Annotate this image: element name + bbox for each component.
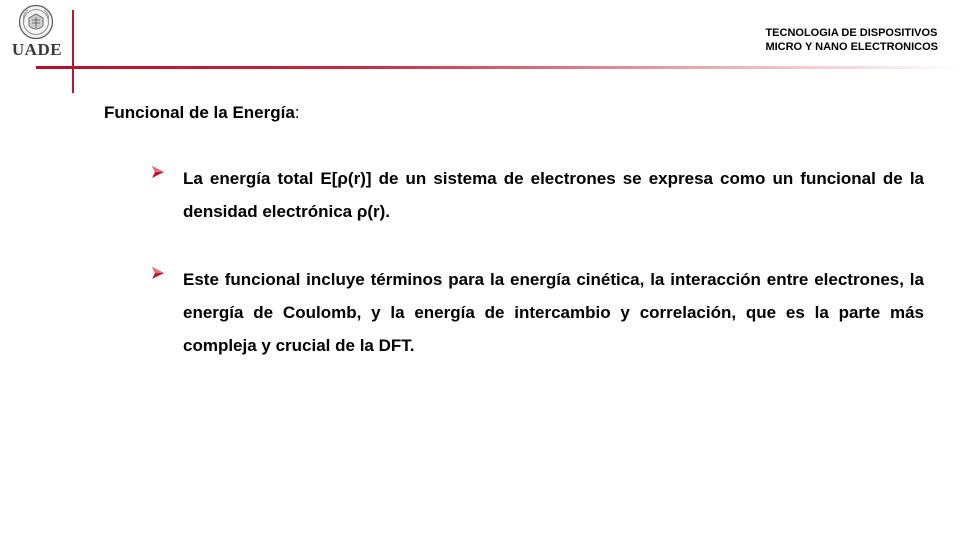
header-horizontal-rule (36, 66, 960, 69)
header-vertical-rule (72, 10, 74, 93)
arrowhead-bullet-icon (150, 164, 166, 180)
course-title (765, 26, 938, 54)
bullet-item (150, 162, 924, 228)
slide-title-colon: : (294, 103, 300, 122)
course-title-line-2: MICRO Y NANO ELECTRONICOS (765, 41, 938, 53)
slide-title (104, 103, 300, 123)
slide-title-text: Funcional de la Energía (104, 103, 295, 122)
bullet-text: Este funcional incluye términos para la energía cinética, la interacción entre electrones, la energía de Coulomb, y la energía de intercambio y correlación, que es la parte más compleja y crucial de la DFT. (183, 270, 924, 355)
bullet-item (150, 263, 924, 362)
arrowhead-bullet-icon (150, 265, 166, 281)
uade-logo (6, 4, 68, 60)
university-seal-icon (18, 4, 54, 40)
course-title-line-1: TECNOLOGIA DE DISPOSITIVOS (765, 27, 938, 39)
bullet-text: La energía total E[ρ(r)] de un sistema de electrones se expresa como un funcional de la densidad electrónica ρ(r). (183, 169, 924, 221)
logo-wordmark: UADE (11, 40, 63, 59)
